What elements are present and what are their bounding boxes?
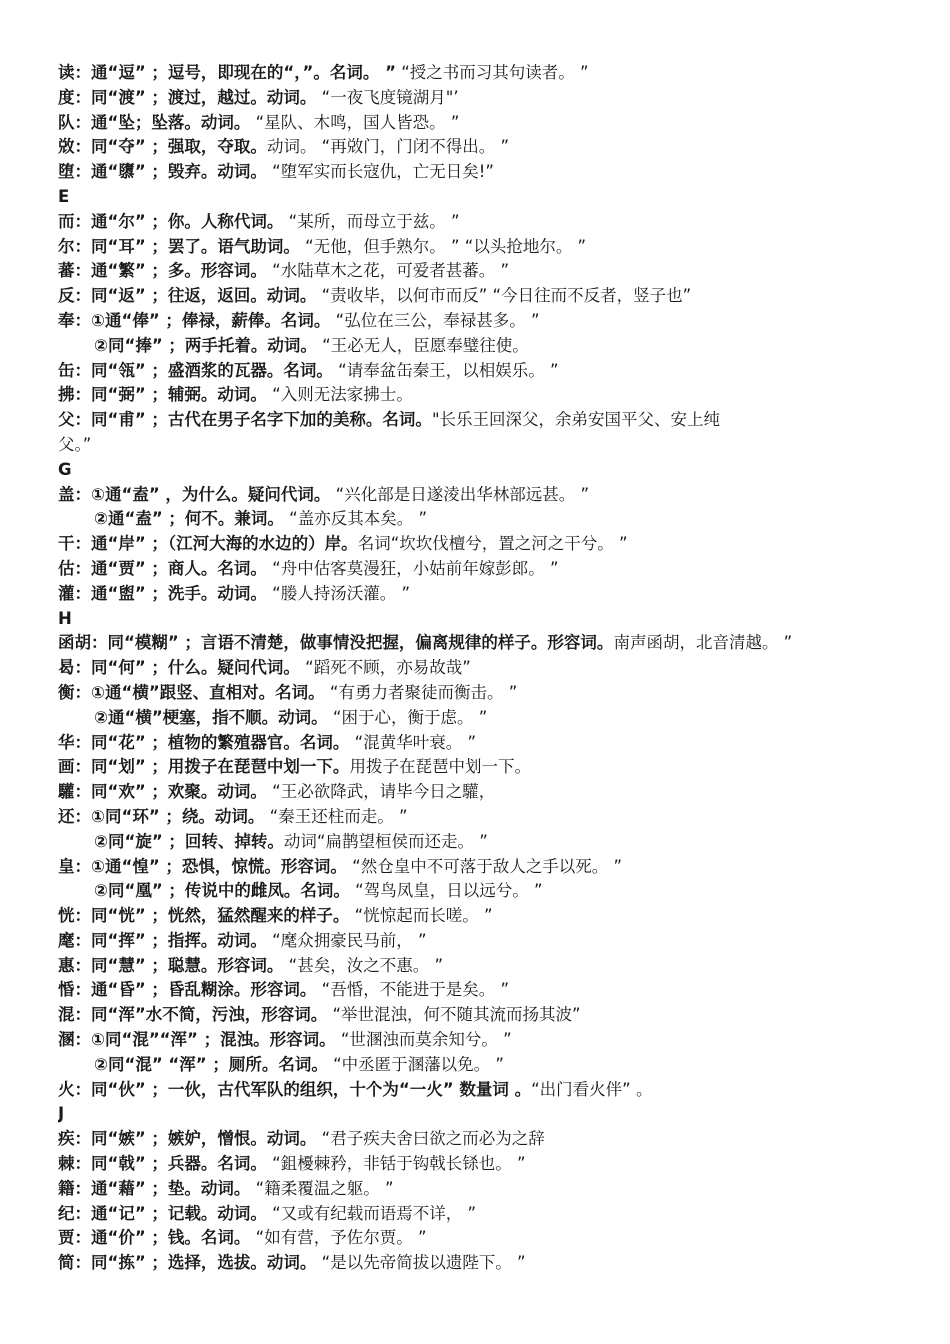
entry-line: [58, 359, 938, 384]
entry-example: “兴化部是日遂淩出华林部远甚。 ”: [330, 484, 589, 504]
entry-line: [58, 483, 938, 508]
entry-term: 惛：通“昏” ；昏乱糊涂。形容词。: [58, 980, 317, 1000]
entry-line: [58, 507, 938, 532]
entry-line: [58, 904, 938, 929]
entry-line: [58, 259, 938, 284]
entry-example: “世溷浊而莫余知兮。 ”: [335, 1030, 512, 1050]
entry-example: “星队、木鸣，国人皆恐。 ”: [250, 112, 460, 132]
entry-term: 缶：同“瓴” ；盛酒浆的瓦器。名词。: [58, 360, 333, 380]
entry-line: [58, 656, 938, 681]
entry-term: 敚：同“夺” ；强取，夺取。: [58, 137, 267, 157]
entry-line: [58, 86, 938, 111]
entry-example: “麾众拥豪民马前， ”: [266, 930, 427, 950]
entry-line: [58, 135, 938, 160]
entry-term: 华：同“花” ；植物的繁殖器官。名词。: [58, 732, 350, 752]
entry-example: “堕军实而长寇仇，亡无日矣!”: [266, 162, 494, 182]
entry-line: [58, 706, 938, 731]
entry-line: [58, 557, 938, 582]
entry-line: [58, 1202, 938, 1227]
entry-line: [58, 954, 938, 979]
entry-term: 干：通“岸” ；（江河大海的水边的）岸。: [58, 534, 358, 554]
entry-example: “鉏櫌棘矜，非铦于钩戟长铩也。 ”: [266, 1154, 526, 1174]
entry-line: [58, 383, 938, 408]
entry-example: “一夜飞度镜湖月"’: [316, 87, 459, 107]
entry-example: “某所，而母立于兹。 ”: [283, 211, 460, 231]
entry-line: [58, 929, 938, 954]
entry-term: J: [58, 1104, 65, 1124]
entry-line: [58, 433, 938, 458]
entry-line: [58, 755, 938, 780]
entry-term: 队：通“坠；坠落。动词。: [58, 112, 251, 132]
entry-term: H: [58, 608, 72, 628]
section-letter: [58, 607, 938, 632]
entry-term: 尔：同“耳” ；罢了。语气助词。: [58, 236, 300, 256]
entry-example: “又或有纪载而语焉不详， ”: [266, 1203, 477, 1223]
entry-example: “责收毕，以何市而反” “今日往而不反者，竖子也”: [316, 286, 692, 306]
entry-term: 恍：同“恍” ；恍然，猛然醒来的样子。: [58, 906, 350, 926]
entry-line: [58, 978, 938, 1003]
entry-term: 驩：同“欢” ；欢聚。动词。: [58, 782, 267, 802]
entry-term: 奉：①通“俸” ；俸禄，薪俸。名词。: [58, 310, 331, 330]
entry-example: 父。”: [58, 434, 92, 454]
entry-term: ②同“捧” ；两手托着。动词。: [94, 335, 317, 355]
entry-term: 疾：同“嫉” ；嫉妒，憎恨。动词。: [58, 1129, 317, 1149]
entry-term: 堕：通“隳” ；毁弃。动词。: [58, 162, 267, 182]
entry-example: “秦王还柱而走。 ”: [264, 806, 408, 826]
entry-example: “入则无法家拂士。: [266, 385, 413, 405]
entry-line: [58, 284, 938, 309]
entry-example: “如有营，予佐尔贾。 ”: [250, 1228, 427, 1248]
entry-example: 动词。 “再敚门，门闭不得出。 ”: [266, 137, 510, 157]
entry-example: “君子疾夫舍曰欲之而必为之辞: [316, 1129, 545, 1149]
entry-line: [58, 160, 938, 185]
entry-term: 画：同“划” ；用拨子在琵琶中划一下。: [58, 757, 350, 777]
entry-example: 动词“扁鹊望桓侯而还走。 ”: [283, 831, 488, 851]
entry-term: ②同“混” “浑” ；厕所。名词。: [94, 1054, 328, 1074]
entry-term: 反：同“返” ；往返，返回。动词。: [58, 286, 317, 306]
entry-line: [58, 1003, 938, 1028]
entry-example: “授之书而习其句读者。 ”: [395, 63, 589, 82]
entry-term: 火：同“伙” ；一伙，古代军队的组织，十个为“一火” 数量词 。: [58, 1079, 532, 1099]
entry-line: [58, 879, 938, 904]
entry-term: 而：通“尔” ；你。人称代词。: [58, 211, 284, 231]
entry-term: ②通“盍” ；何不。兼词。: [94, 509, 284, 529]
entry-term: 盖：①通“盍” ，为什么。疑问代词。: [58, 484, 331, 504]
entry-example: 用拨子在琵琶中划一下。: [349, 757, 531, 777]
entry-term: 衡：①通“横”跟竖、直相对。名词。: [58, 682, 325, 702]
entry-line: [58, 830, 938, 855]
entry-term: 灌：通“盥” ；洗手。动词。: [58, 583, 267, 603]
entry-example: “水陆草木之花，可爱者甚蕃。 ”: [266, 261, 510, 281]
entry-example: “中丞匿于溷藩以免。 ”: [327, 1054, 504, 1074]
entry-example: 南声函胡，北音清越。 ”: [613, 633, 793, 653]
entry-line: [58, 681, 938, 706]
entry-term: 函胡：同“模糊” ；言语不清楚，做事情没把握，偏离规律的样子。形容词。: [58, 633, 614, 653]
entry-line: [58, 408, 938, 433]
entry-example: “甚矣，汝之不惠。 ”: [283, 955, 444, 975]
entry-example: “盖亦反其本矣。 ”: [283, 509, 427, 529]
entry-term: ②同“凰” ；传说中的雌凤。名词。: [94, 881, 350, 901]
entry-example: “混黄华叶衰。 ”: [349, 732, 477, 752]
entry-example: “籍柔覆温之躯。 ”: [250, 1178, 394, 1198]
entry-example: “是以先帝简拔以遗陛下。 ”: [316, 1253, 526, 1273]
entry-line: [58, 532, 938, 557]
section-letter: [58, 185, 938, 210]
entry-example: “舟中估客莫漫狂，小姑前年嫁彭郎。 ”: [266, 558, 559, 578]
entry-term: 混：同“浑”水不简，污浊，形容词。: [58, 1005, 328, 1025]
entry-example: 名词“坎坎伐檀兮，置之河之干兮。 ”: [357, 534, 628, 554]
entry-line: [58, 731, 938, 756]
entry-example: “蹈死不顾，亦易故哉”: [299, 658, 471, 678]
entry-example: “恍惊起而长嗟。 ”: [349, 906, 493, 926]
entry-line: [58, 1226, 938, 1251]
entry-term: 父：同“甫” ；古代在男子名字下加的美称。名词。: [58, 410, 432, 430]
entry-example: “举世混浊，何不随其流而扬其波”: [327, 1005, 581, 1025]
entry-term: 蕃：通“繁” ；多。形容词。: [58, 261, 267, 281]
entry-example: “媵人持汤沃灌。 ”: [266, 583, 411, 603]
entry-example: “有勇力者聚徒而衡击。 ”: [324, 682, 518, 702]
entry-line: [58, 631, 938, 656]
entry-term: ②同“旋” ；回转、掉转。: [94, 831, 284, 851]
entry-example: “吾惛，不能进于是矣。 ”: [316, 980, 510, 1000]
entry-term: 简：同“拣” ；选择，选拔。动词。: [58, 1253, 317, 1273]
entry-term: 溷：①同“混”“浑” ；混浊。形容词。: [58, 1030, 336, 1050]
entry-term: 贾：通“价” ；钱。名词。: [58, 1228, 251, 1248]
entry-term: 惠：同“慧” ；聪慧。形容词。: [58, 955, 284, 975]
entry-example: “困于心，衡于虑。 ”: [327, 707, 488, 727]
entry-term: 拂：同“弼” ；辅弼。动词。: [58, 385, 267, 405]
entry-example: “然仓皇中不可落于敌人之手以死。 ”: [346, 856, 622, 876]
entry-term: 皇：①通“惶” ；恐惧，惊慌。形容词。: [58, 856, 347, 876]
entry-term: 麾：同“挥” ；指挥。动词。: [58, 930, 267, 950]
entry-line: [58, 210, 938, 235]
entry-term: ②通“横”梗塞，指不顺。动词。: [94, 707, 328, 727]
entry-line: [58, 1152, 938, 1177]
entry-term: G: [58, 459, 72, 479]
entry-example: “王必无人，臣愿奉璧往使。: [316, 335, 529, 355]
entry-term: 纪：通“记” ；记载。动词。: [58, 1203, 267, 1223]
entry-line: [58, 582, 938, 607]
entry-line: [58, 780, 938, 805]
entry-term: 还：①同“环” ；绕。动词。: [58, 806, 265, 826]
entry-term: 度：同“渡” ；渡过，越过。动词。: [58, 87, 317, 107]
entry-line: [58, 1053, 938, 1078]
document-body: [58, 61, 938, 1276]
entry-line: [58, 805, 938, 830]
entry-example: "长乐王回深父，余弟安国平父、安上纯: [431, 410, 721, 430]
entry-example: “无他，但手熟尔。 ” “以头抢地尔。 ”: [299, 236, 587, 256]
entry-line: [58, 1251, 938, 1276]
entry-example: “弘位在三公，奉禄甚多。 ”: [330, 310, 540, 330]
entry-term: 籍：通“藉” ；垫。动词。: [58, 1178, 251, 1198]
entry-line: [58, 61, 938, 86]
section-letter: [58, 1102, 938, 1127]
entry-line: [58, 1078, 938, 1103]
entry-line: [58, 334, 938, 359]
entry-example: “王必欲降武，请毕今日之驩，: [266, 782, 496, 802]
entry-line: [58, 1177, 938, 1202]
entry-line: [58, 111, 938, 136]
entry-example: “请奉盆缶秦王，以相娱乐。 ”: [332, 360, 559, 380]
entry-line: [58, 235, 938, 260]
entry-term: E: [58, 186, 70, 206]
entry-line: [58, 1028, 938, 1053]
entry-line: [58, 855, 938, 880]
entry-term: 棘：同“戟” ；兵器。名词。: [58, 1154, 267, 1174]
entry-example: “驾鸟凤皇，日以远兮。 ”: [349, 881, 543, 901]
entry-line: [58, 1127, 938, 1152]
entry-example: “出门看火伴” 。: [531, 1079, 653, 1099]
section-letter: [58, 458, 938, 483]
entry-line: [58, 309, 938, 334]
entry-term: 读：通“逗” ；逗号，即现在的“，”。名词。 ”: [58, 63, 396, 82]
entry-term: 估：通“贾” ；商人。名词。: [58, 558, 267, 578]
entry-term: 曷：同“何” ；什么。疑问代词。: [58, 658, 300, 678]
